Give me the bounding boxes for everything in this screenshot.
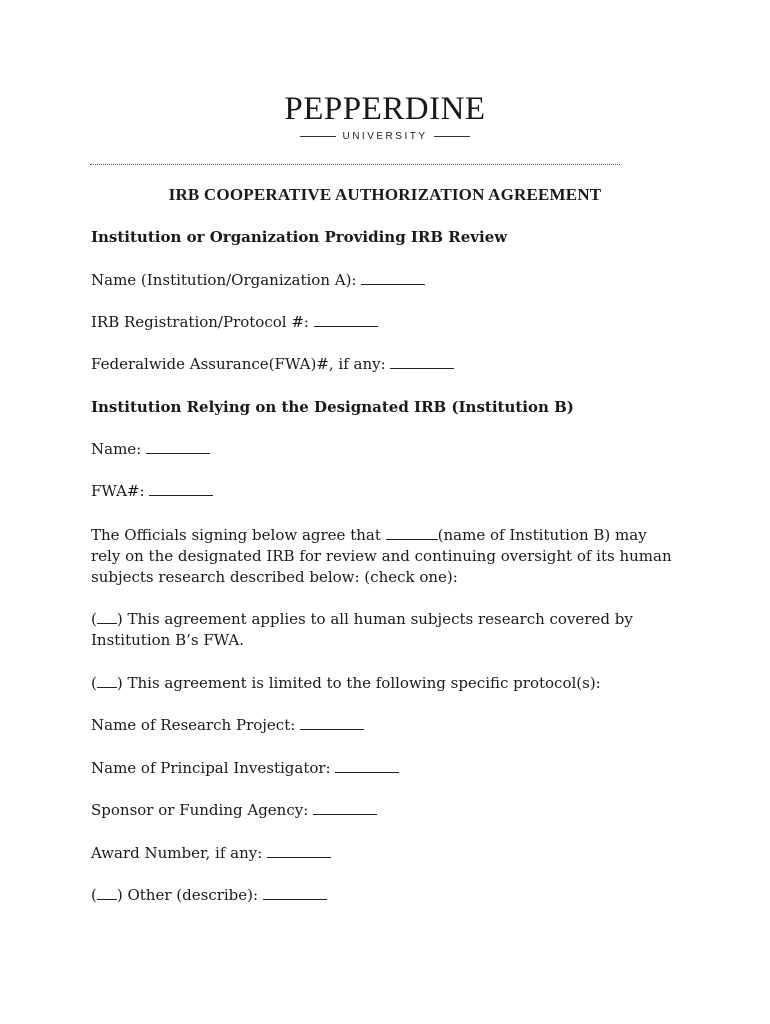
other-checkbox[interactable]	[97, 885, 117, 900]
checkbox-open-paren: (	[91, 610, 97, 628]
officials-text-end: (name of Institution B) may rely on the designated IRB for review and continuing oversight of its human subjects research described below: (check one):	[91, 526, 672, 586]
logo-subtitle-text: UNIVERSITY	[342, 131, 428, 142]
institution-a-name-row	[91, 270, 691, 291]
sponsor-row	[91, 800, 691, 821]
fwa-a-row	[91, 354, 691, 375]
logo-rule-right	[434, 136, 470, 137]
irb-registration-row	[91, 312, 691, 333]
limited-protocols-checkbox[interactable]	[97, 673, 117, 688]
award-number-field[interactable]	[267, 843, 331, 858]
institution-b-name-row	[91, 439, 691, 460]
logo-name: PEPPERDINE	[284, 91, 486, 127]
fwa-b-row	[91, 481, 691, 502]
research-project-label: Name of Research Project:	[91, 716, 301, 734]
sponsor-field[interactable]	[313, 800, 377, 815]
limited-protocols-text: This agreement is limited to the following specific protocol(s):	[122, 674, 601, 692]
other-label: Other (describe):	[122, 886, 263, 904]
section-b-heading: Institution Relying on the Designated IRB (Institution B)	[91, 398, 574, 416]
fwa-a-label: Federalwide Assurance(FWA)#, if any:	[91, 355, 391, 373]
fwa-b-label: FWA#:	[91, 482, 150, 500]
irb-registration-label: IRB Registration/Protocol #:	[91, 313, 314, 331]
option-all-research	[91, 609, 676, 651]
officials-text-start: The Officials signing below agree that	[91, 526, 386, 544]
checkbox-close-paren: )	[116, 886, 123, 904]
checkbox-open-paren: (	[91, 674, 97, 692]
institution-b-name-label: Name:	[91, 440, 146, 458]
institution-a-name-label: Name (Institution/Organization A):	[91, 271, 362, 289]
institution-b-name-field[interactable]	[146, 439, 210, 454]
checkbox-close-paren: )	[116, 674, 123, 692]
logo-subtitle	[0, 131, 770, 142]
all-research-checkbox[interactable]	[97, 609, 117, 624]
checkbox-close-paren: )	[116, 610, 123, 628]
all-research-text: This agreement applies to all human subjects research covered by Institution B’s FWA.	[91, 610, 633, 649]
research-project-row	[91, 715, 691, 736]
sponsor-label: Sponsor or Funding Agency:	[91, 801, 314, 819]
research-project-field[interactable]	[300, 715, 364, 730]
header-divider	[90, 164, 620, 165]
other-description-field[interactable]	[263, 885, 327, 900]
institution-a-name-field[interactable]	[361, 270, 425, 285]
principal-investigator-label: Name of Principal Investigator:	[91, 759, 336, 777]
section-a-heading: Institution or Organization Providing IRB Review	[91, 228, 508, 246]
document-title: IRB COOPERATIVE AUTHORIZATION AGREEMENT	[168, 185, 602, 204]
fwa-a-field[interactable]	[390, 354, 454, 369]
other-option-row	[91, 885, 691, 906]
officials-paragraph	[91, 525, 676, 588]
principal-investigator-row	[91, 758, 691, 779]
checkbox-open-paren: (	[91, 886, 97, 904]
award-number-label: Award Number, if any:	[91, 844, 268, 862]
institution-b-inline-field[interactable]	[386, 525, 438, 540]
logo-rule-left	[300, 136, 336, 137]
option-limited-protocols	[91, 673, 691, 694]
irb-registration-field[interactable]	[314, 312, 378, 327]
pepperdine-logo	[0, 92, 770, 142]
award-number-row	[91, 843, 691, 864]
fwa-b-field[interactable]	[149, 481, 213, 496]
principal-investigator-field[interactable]	[335, 758, 399, 773]
